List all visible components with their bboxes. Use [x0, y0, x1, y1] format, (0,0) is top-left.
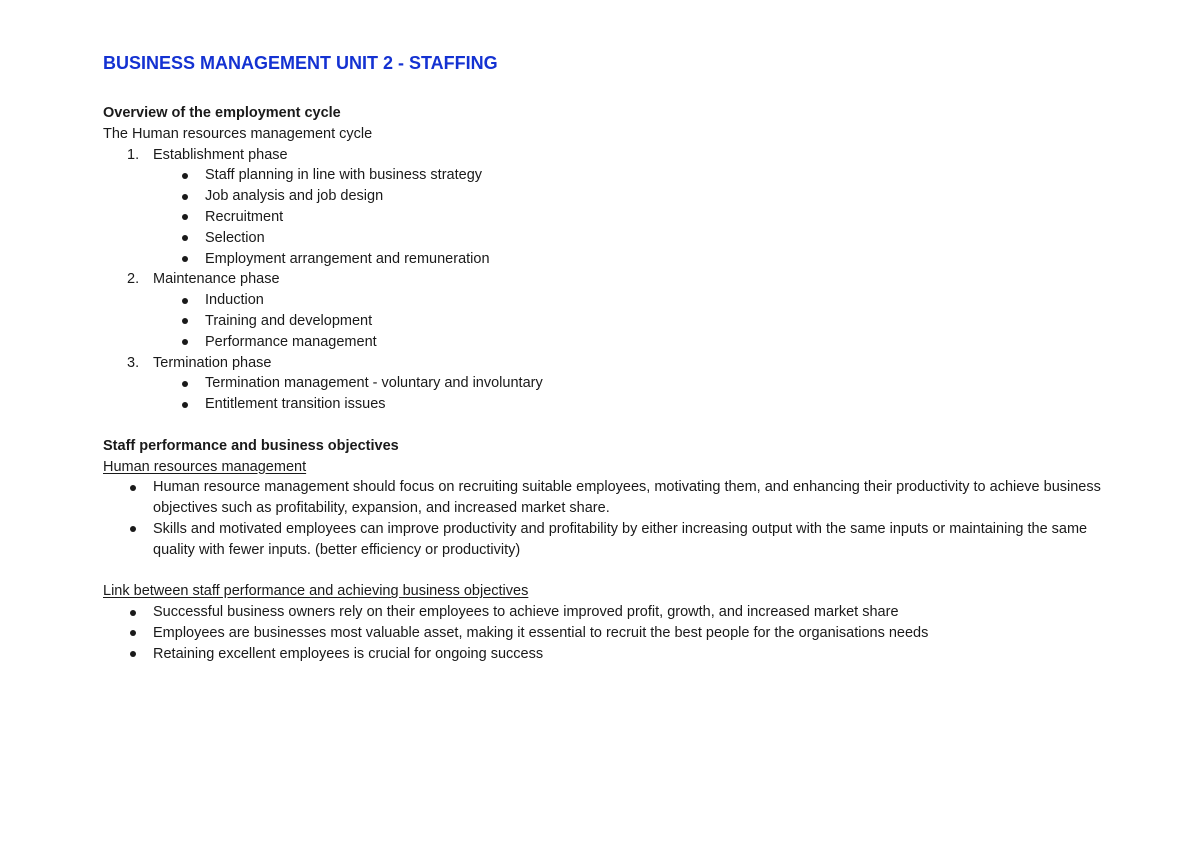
section-subheading-link: Link between staff performance and achieving business objectives	[103, 583, 529, 600]
list-item-text: Staff planning in line with business strategy	[205, 167, 483, 184]
list-item	[103, 623, 1103, 644]
bullet-icon	[182, 235, 188, 241]
bullet-icon	[182, 194, 188, 200]
list-item-text: Induction	[205, 292, 264, 309]
list-item-text: Selection	[205, 229, 265, 246]
list-item-text: Termination management - voluntary and involuntary	[205, 375, 543, 392]
list-item-text: Human resource management should focus on recruiting suitable employees, motivating them, and enhancing their productivity to achieve business objectives such as profitability, expansion, and increased market share.	[153, 479, 1101, 517]
spacer	[103, 561, 1103, 582]
phase-number: 1.	[127, 146, 140, 163]
phase-label: Establishment phase	[153, 146, 288, 163]
bullet-icon	[182, 402, 188, 408]
list-item-text: Successful business owners rely on their employees to achieve improved profit, growth, and increased market share	[153, 604, 899, 621]
bullet-icon	[182, 381, 188, 387]
bullet-icon	[182, 173, 188, 179]
section-heading-employment-cycle: Overview of the employment cycle	[103, 105, 341, 121]
bullet-icon	[130, 485, 136, 491]
section-intro: The Human resources management cycle	[103, 125, 373, 142]
list-item	[103, 290, 1103, 311]
bullet-icon	[130, 526, 136, 532]
list-item	[103, 311, 1103, 332]
list-item	[103, 332, 1103, 353]
list-item-text: Employees are businesses most valuable asset, making it essential to recruit the best people for the organisations needs	[153, 624, 929, 641]
list-item	[103, 519, 1103, 561]
list-item	[103, 602, 1103, 623]
bullet-icon	[130, 610, 136, 616]
section-heading-staff-performance: Staff performance and business objectives	[103, 437, 399, 454]
list-item	[103, 186, 1103, 207]
phase-label: Maintenance phase	[153, 271, 280, 288]
document-page	[103, 52, 1103, 665]
phase-item-maintenance	[103, 269, 1103, 290]
bullet-icon	[182, 318, 188, 324]
list-item	[103, 249, 1103, 270]
bullet-icon	[182, 256, 188, 262]
list-item-text: Job analysis and job design	[205, 188, 384, 205]
list-item	[103, 394, 1103, 415]
bullet-icon	[130, 651, 136, 657]
list-item-text: Entitlement transition issues	[205, 396, 386, 413]
list-item-text: Employment arrangement and remuneration	[205, 250, 490, 267]
list-item-text: Skills and motivated employees can improve productivity and profitability by either increasing output with the same inputs or maintaining the same quality with fewer inputs. (better efficiency or productivity)	[153, 520, 1088, 558]
spacer	[103, 74, 1103, 103]
bullet-icon	[130, 630, 136, 636]
phase-number: 3.	[127, 354, 140, 371]
list-item	[103, 207, 1103, 228]
bullet-icon	[182, 214, 188, 220]
list-item	[103, 644, 1103, 665]
phase-label: Termination phase	[153, 354, 272, 371]
document-title: BUSINESS MANAGEMENT UNIT 2 - STAFFING	[103, 53, 498, 73]
phase-item-termination	[103, 353, 1103, 374]
list-item	[103, 373, 1103, 394]
bullet-icon	[182, 298, 188, 304]
list-item	[103, 477, 1103, 519]
bullet-icon	[182, 339, 188, 345]
list-item-text: Recruitment	[205, 208, 284, 225]
spacer	[103, 415, 1103, 436]
list-item	[103, 165, 1103, 186]
list-item-text: Performance management	[205, 333, 377, 350]
phase-list	[103, 145, 1103, 415]
list-item-text: Retaining excellent employees is crucial for ongoing success	[153, 645, 544, 662]
phase-number: 2.	[127, 271, 140, 288]
list-item-text: Training and development	[205, 312, 373, 329]
list-item	[103, 228, 1103, 249]
phase-item-establishment	[103, 145, 1103, 166]
section-subheading-hrm: Human resources management	[103, 458, 307, 475]
